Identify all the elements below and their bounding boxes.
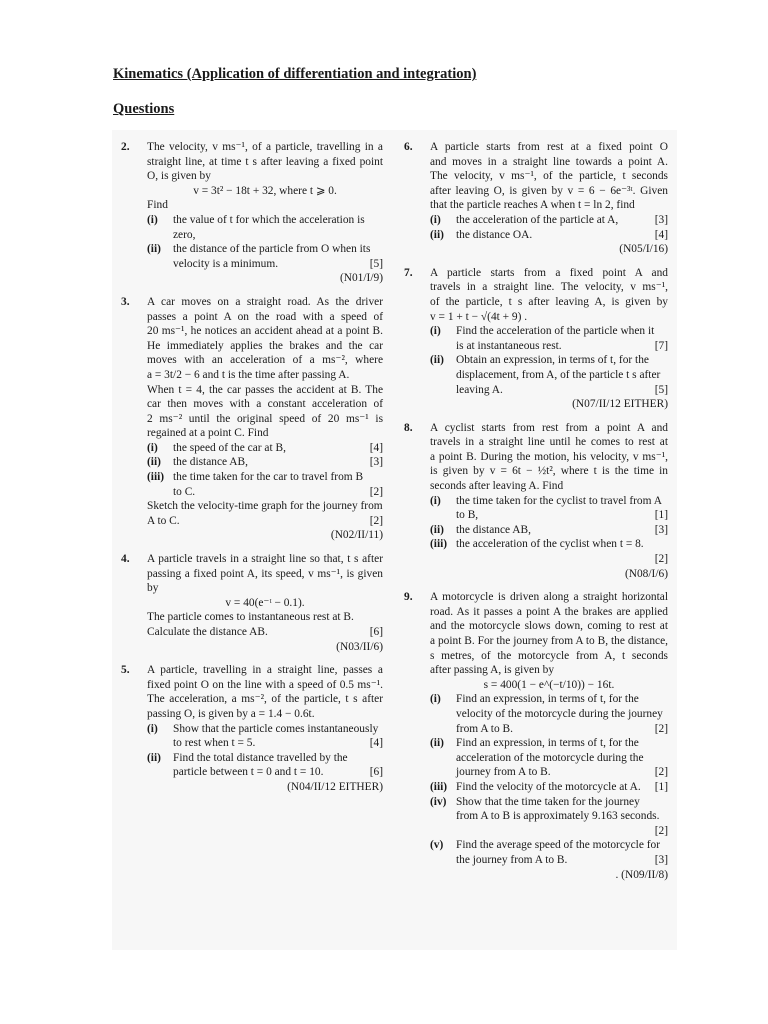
part-text: the distance OA. [456, 228, 533, 241]
reference: (N07/II/12 EITHER) [572, 398, 668, 411]
part-ii [430, 353, 668, 397]
mark: [2] [654, 722, 668, 735]
part-text: Find the velocity of the motorcycle at A. [456, 780, 641, 793]
question-number: 3. [121, 295, 130, 308]
mark: [4] [654, 228, 668, 241]
question-text: A to C. [147, 514, 180, 527]
part-iv [430, 795, 668, 839]
question-text: passing a fixed point A, its speed, v ms⁻¹, is given [147, 567, 383, 580]
question-number: 4. [121, 553, 130, 566]
right-column [404, 140, 668, 891]
reference: . (N09/II/8) [615, 868, 668, 881]
question-text: car then moves with a constant acceleration of [147, 398, 383, 411]
mark: [5] [369, 257, 383, 270]
question-text: is given by v = 6t − ½t², where t is the time in [430, 465, 668, 478]
question-text: after passing A, is given by [430, 664, 555, 677]
equation: v = 3t² − 18t + 32, where t ⩾ 0. [193, 184, 337, 197]
part-label: (i) [430, 325, 441, 338]
question-text: seconds after leaving A. Find [430, 480, 564, 493]
question-text: Sketch the velocity-time graph for the journey from [147, 500, 383, 513]
reference: (N04/II/12 EITHER) [287, 780, 383, 793]
question-text: A particle travels in a straight line so that, t s after [147, 553, 383, 566]
part-i [147, 213, 383, 242]
part-text: the acceleration of the particle at A, [456, 213, 619, 226]
question-7 [404, 266, 668, 412]
question-text: of the particle, t s after leaving A, is given by [430, 295, 668, 308]
part-text: velocity of the motorcycle during the journey [456, 707, 663, 720]
part-text: the time taken for the car to travel from B [173, 471, 364, 484]
question-3 [121, 295, 383, 543]
part-i [147, 441, 383, 456]
part-text: the distance AB, [173, 456, 248, 469]
question-8 [404, 421, 668, 582]
part-text: Show that the particle comes instantaneously [173, 722, 379, 735]
part-ii [147, 455, 383, 470]
question-text: A particle starts from a fixed point A and [430, 266, 668, 279]
question-number: 7. [404, 266, 413, 279]
question-text: The velocity, v ms⁻¹, of a particle, travelling in a [147, 141, 383, 153]
mark: [4] [369, 737, 383, 750]
part-i [430, 213, 668, 228]
part-text: journey from A to B. [456, 766, 551, 779]
question-text: moves with an acceleration of a ms⁻², where [147, 354, 383, 367]
question-text: Find [147, 199, 168, 212]
question-text: a point B. During the motion, his velocity, v ms⁻¹, [430, 450, 668, 463]
mark: [7] [654, 339, 668, 352]
part-text: the value of t for which the acceleration is [173, 213, 365, 226]
part-text: particle between t = 0 and t = 10. [173, 766, 324, 779]
question-2 [121, 140, 383, 286]
equation: v = 1 + t − √(4t + 9) . [430, 310, 528, 323]
reference: (N08/I/6) [624, 567, 668, 580]
part-text: Find an expression, in terms of t, for the [456, 693, 639, 706]
part-text: the distance of the particle from O when its [173, 243, 371, 256]
part-ii [430, 523, 668, 538]
question-text: O, is given by [147, 170, 211, 183]
question-text: 2 ms⁻² until the original speed of 20 ms⁻¹ is [147, 412, 383, 425]
part-text: Find the average speed of the motorcycle for [456, 839, 661, 852]
part-text: acceleration of the motorcycle during the [456, 751, 644, 764]
mark: [2] [369, 485, 383, 498]
mark: [4] [369, 441, 383, 454]
part-i [147, 722, 383, 751]
question-text: passes a point A on the road with a speed of [147, 310, 383, 323]
part-text: the speed of the car at B, [173, 441, 286, 454]
mark: [2] [654, 824, 668, 837]
question-text: s metres, of the motorcycle from A, t seconds [430, 649, 668, 662]
question-5 [121, 663, 383, 794]
part-text: to B, [456, 509, 479, 522]
part-text: from A to B. [456, 722, 513, 735]
part-text: Show that the time taken for the journey [456, 795, 640, 808]
question-text: straight line, at time t s after leaving a fixed point [147, 155, 383, 168]
part-label: (i) [430, 693, 441, 706]
question-9 [404, 590, 668, 882]
question-text: travels in a straight line. The velocity, v ms⁻¹, [430, 281, 668, 294]
question-number: 6. [404, 141, 413, 153]
part-iii [430, 537, 668, 566]
equation: s = 400(1 − e^(−t/10)) − 16t. [483, 678, 615, 691]
question-text: road. As it passes a point A the brakes are applied [430, 605, 668, 618]
equation: a = 3t/2 − 6 and t is the time after passing A. [147, 368, 350, 381]
part-iii [147, 470, 383, 499]
part-label: (i) [147, 722, 158, 735]
question-text: A motorcycle is driven along a straight horizontal [430, 591, 668, 604]
mark: [1] [654, 780, 668, 793]
mark: [2] [369, 514, 383, 527]
question-text: The acceleration, a ms⁻², of the particle, t s after [147, 693, 383, 706]
reference: (N01/I/9) [339, 272, 383, 285]
equation: v = 40(e⁻ᵗ − 0.1). [225, 596, 305, 609]
part-label: (i) [430, 494, 441, 507]
question-text: A cyclist starts from rest from a point A and [430, 421, 668, 434]
part-text: Find the acceleration of the particle when it [456, 325, 655, 338]
mark: [3] [654, 213, 668, 226]
part-text: leaving A. [456, 383, 503, 396]
part-label: (v) [430, 839, 444, 852]
part-i [430, 692, 668, 736]
reference: (N02/II/11) [330, 529, 383, 542]
part-text: displacement, from A, of the particle t s after [456, 368, 661, 381]
mark: [2] [654, 766, 668, 779]
question-text: by [147, 582, 159, 595]
part-label: (ii) [430, 737, 444, 750]
part-label: (ii) [430, 228, 444, 241]
part-text: Find an expression, in terms of t, for the [456, 737, 639, 750]
part-label: (i) [147, 441, 158, 454]
part-v [430, 838, 668, 867]
part-i [430, 494, 668, 523]
part-ii [430, 736, 668, 780]
part-text: from A to B is approximately 9.163 seconds. [456, 810, 660, 823]
part-label: (ii) [147, 456, 161, 469]
part-text: the distance AB, [456, 523, 531, 536]
question-number: 5. [121, 664, 130, 677]
part-label: (iii) [430, 780, 448, 793]
question-text: travels in a straight line until he comes to rest at [430, 436, 668, 449]
reference: (N05/I/16) [619, 243, 668, 256]
part-text: to C. [173, 485, 196, 498]
mark: [6] [369, 766, 383, 779]
part-text: the time taken for the cyclist to travel from A [456, 494, 662, 507]
part-text: to rest when t = 5. [173, 737, 256, 750]
part-ii [147, 751, 383, 780]
part-ii [147, 242, 383, 271]
question-text: and the motorcycle slows down, coming to rest at [430, 620, 668, 633]
question-text: 20 ms⁻¹, he notices an accident ahead at a point B. [147, 325, 383, 338]
reference: (N03/II/6) [336, 640, 383, 653]
part-label: (iii) [430, 538, 448, 551]
part-text: Obtain an expression, in terms of t, for the [456, 354, 649, 367]
mark: [5] [654, 383, 668, 396]
mark: [3] [654, 523, 668, 536]
part-text: is at instantaneous rest. [456, 339, 562, 352]
part-text: the journey from A to B. [456, 853, 568, 866]
question-text: He immediately applies the brakes and the car [147, 339, 383, 352]
part-label: (ii) [430, 354, 444, 367]
question-6 [404, 140, 668, 257]
part-ii [430, 228, 668, 243]
part-label: (ii) [147, 243, 161, 256]
section-title: Questions [113, 101, 175, 117]
question-text: and moves in a straight line towards a point A. [430, 155, 668, 168]
part-label: (i) [430, 213, 441, 226]
left-column [121, 140, 383, 804]
question-text: A particle starts from rest at a fixed point O [430, 141, 668, 153]
question-text: Calculate the distance AB. [147, 626, 268, 638]
question-text: The velocity, v ms⁻¹, of the particle, t seconds [430, 170, 668, 183]
question-text: A car moves on a straight road. As the driver [147, 295, 383, 308]
question-text: A particle, travelling in a straight line, passes a [147, 664, 383, 677]
mark: [6] [369, 626, 383, 638]
mark: [3] [654, 853, 668, 866]
page-title: Kinematics (Application of differentiation and integration) [113, 66, 477, 82]
mark: [1] [654, 509, 668, 522]
question-text: When t = 4, the car passes the accident at B. The [147, 383, 383, 396]
question-text: fixed point O on the line with a speed of 0.5 ms⁻¹. [147, 678, 383, 691]
question-text: after leaving O, is given by v = 6 − 6e⁻³ᵗ. Given [430, 184, 668, 197]
question-text: that the particle reaches A when t = ln 2, find [430, 199, 635, 212]
question-text: passing O, is given by a = 1.4 − 0.6t. [147, 707, 315, 720]
part-text: Find the total distance travelled by the [173, 751, 348, 764]
part-label: (iv) [430, 795, 447, 808]
part-iii [430, 780, 668, 795]
question-text: The particle comes to instantaneous rest at B. [147, 611, 354, 624]
part-text: velocity is a minimum. [173, 257, 279, 270]
part-text: zero, [173, 228, 196, 241]
question-number: 2. [121, 141, 130, 153]
question-text: a point B. For the journey from A to B, the distance, [430, 635, 668, 647]
question-text: regained at a point C. Find [147, 427, 269, 440]
part-label: (ii) [147, 751, 161, 764]
part-label: (ii) [430, 523, 444, 536]
part-text: the acceleration of the cyclist when t = 8. [456, 538, 644, 551]
part-label: (i) [147, 213, 158, 226]
part-i [430, 324, 668, 353]
question-number: 8. [404, 421, 413, 434]
question-number: 9. [404, 591, 413, 604]
mark: [2] [654, 553, 668, 566]
question-4 [121, 552, 383, 654]
part-label: (iii) [147, 471, 165, 484]
mark: [3] [369, 456, 383, 469]
